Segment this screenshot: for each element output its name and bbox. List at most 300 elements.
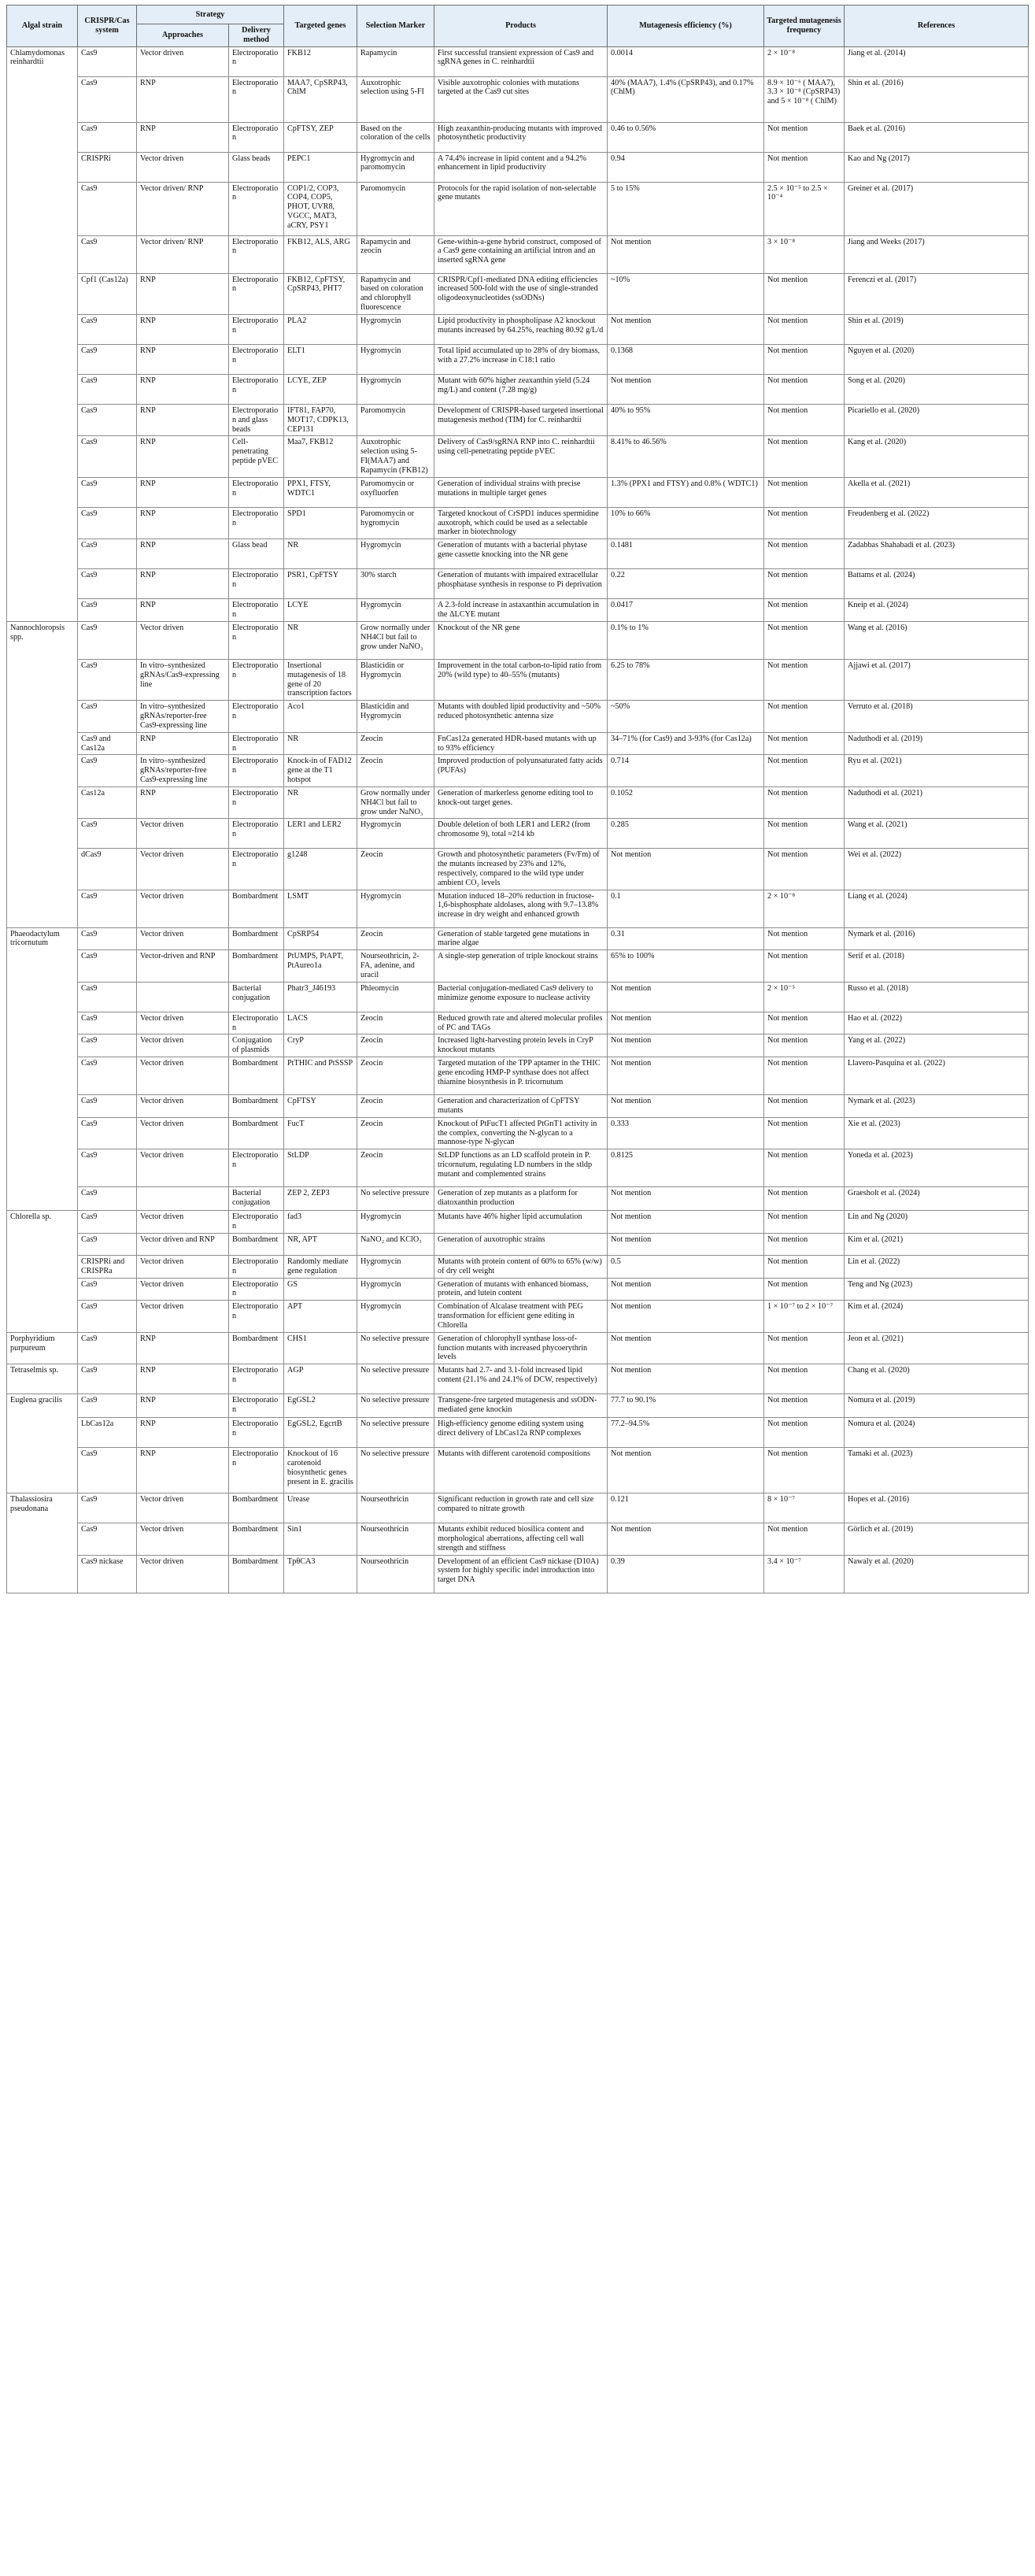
system-cell: Cas9 [78, 755, 137, 786]
header-crispr-system: CRISPR/Cas system [78, 6, 137, 47]
species-cell [7, 659, 78, 700]
table-row [7, 1555, 1029, 1593]
marker-cell: Blasticidin or Hygromycin [357, 659, 434, 700]
approach-cell [137, 982, 229, 1012]
reference-cell: Yoneda et al. (2023) [845, 1149, 1029, 1187]
approach-cell: RNP [137, 273, 229, 314]
reference-cell: Tamaki et al. (2023) [845, 1448, 1029, 1493]
genes-cell: Knock-in of FAD12 gene at the T1 hotspot [284, 755, 357, 786]
approach-cell: Vector driven [137, 1211, 229, 1234]
table-row [7, 122, 1029, 152]
table-container [6, 5, 1028, 1593]
approach-cell: RNP [137, 569, 229, 599]
reference-cell: Verruto et al. (2018) [845, 701, 1029, 732]
marker-cell: Zeocin [357, 755, 434, 786]
reference-cell: Zadabbas Shahabadi et al. (2023) [845, 539, 1029, 569]
system-cell: Cas9 [78, 182, 137, 235]
system-cell: Cas9 [78, 1187, 137, 1211]
genes-cell: SPD1 [284, 507, 357, 539]
system-cell: Cas9 [78, 477, 137, 507]
reference-cell: Lin et al. (2022) [845, 1255, 1029, 1278]
frequency-cell: 2.5 × 10⁻⁵ to 2.5 × 10⁻⁴ [764, 182, 845, 235]
products-cell: Total lipid accumulated up to 28% of dry biomass, with a 27.2% increase in C18:1 ratio [434, 344, 608, 374]
frequency-cell: Not mention [764, 1233, 845, 1255]
reference-cell: Battams et al. (2024) [845, 569, 1029, 599]
header-row-1 [7, 6, 1029, 24]
species-cell [7, 1095, 78, 1118]
species-cell [7, 539, 78, 569]
frequency-cell: 2 × 10⁻⁵ [764, 982, 845, 1012]
marker-cell: Nourseothricin [357, 1555, 434, 1593]
reference-cell: Picariello et al. (2020) [845, 404, 1029, 435]
table-row [7, 1187, 1029, 1211]
frequency-cell: Not mention [764, 950, 845, 982]
species-cell [7, 235, 78, 273]
frequency-cell: Not mention [764, 786, 845, 818]
marker-cell: Hygromycin [357, 1301, 434, 1332]
frequency-cell: Not mention [764, 599, 845, 622]
frequency-cell: Not mention [764, 507, 845, 539]
delivery-cell: Electroporation [229, 1448, 284, 1493]
approach-cell: Vector driven [137, 46, 229, 76]
products-cell: Combination of Alcalase treatment with PEG transformation for efficient gene editing in Chlorella [434, 1301, 608, 1332]
species-cell [7, 1301, 78, 1332]
approach-cell: RNP [137, 76, 229, 122]
products-cell: Generation of mutants with enhanced biomass, protein, and lutein content [434, 1278, 608, 1301]
species-cell [7, 344, 78, 374]
efficiency-cell: 0.8125 [608, 1149, 764, 1187]
products-cell: Reduced growth rate and altered molecular profiles of PC and TAGs [434, 1012, 608, 1034]
reference-cell: Naduthodi et al. (2021) [845, 786, 1029, 818]
genes-cell: APT [284, 1301, 357, 1332]
species-cell [7, 1278, 78, 1301]
species-cell [7, 1523, 78, 1555]
frequency-cell: Not mention [764, 819, 845, 849]
efficiency-cell: 0.22 [608, 569, 764, 599]
genes-cell: Phatr3_J46193 [284, 982, 357, 1012]
efficiency-cell: 0.94 [608, 152, 764, 182]
reference-cell: Jeon et al. (2021) [845, 1332, 1029, 1364]
header-delivery-method: Delivery method [229, 24, 284, 47]
table-row [7, 344, 1029, 374]
frequency-cell: Not mention [764, 1034, 845, 1057]
species-cell [7, 1149, 78, 1187]
genes-cell: LSMT [284, 890, 357, 927]
reference-cell: Ferenczi et al. (2017) [845, 273, 1029, 314]
header-products: Products [434, 6, 608, 47]
reference-cell: Jiang et al. (2014) [845, 46, 1029, 76]
marker-cell: Hygromycin [357, 599, 434, 622]
table-row [7, 849, 1029, 890]
marker-cell: Rapamycin [357, 46, 434, 76]
table-row [7, 507, 1029, 539]
marker-cell: Paromomycin or oxyfluorfen [357, 477, 434, 507]
table-row [7, 273, 1029, 314]
genes-cell: fad3 [284, 1211, 357, 1234]
delivery-cell: Bombardment [229, 1332, 284, 1364]
frequency-cell: Not mention [764, 1187, 845, 1211]
system-cell: Cas9 nickase [78, 1555, 137, 1593]
genes-cell: PSR1, CpFTSY [284, 569, 357, 599]
table-row [7, 46, 1029, 76]
table-row [7, 539, 1029, 569]
genes-cell: PtUMPS, PtAPT, PtAureo1a [284, 950, 357, 982]
system-cell: Cas12a [78, 786, 137, 818]
approach-cell: RNP [137, 1448, 229, 1493]
reference-cell: Ajjawi et al. (2017) [845, 659, 1029, 700]
frequency-cell: Not mention [764, 344, 845, 374]
system-cell: Cas9 [78, 701, 137, 732]
efficiency-cell: 10% to 66% [608, 507, 764, 539]
species-cell [7, 701, 78, 732]
genes-cell: CHS1 [284, 1332, 357, 1364]
genes-cell: PEPC1 [284, 152, 357, 182]
frequency-cell: Not mention [764, 927, 845, 950]
approach-cell: RNP [137, 477, 229, 507]
genes-cell: CpFTSY, ZEP [284, 122, 357, 152]
header-references: References [845, 6, 1029, 47]
species-cell [7, 507, 78, 539]
species-cell [7, 1034, 78, 1057]
table-row [7, 621, 1029, 659]
approach-cell: RNP [137, 1364, 229, 1394]
approach-cell: RNP [137, 314, 229, 344]
species-cell [7, 152, 78, 182]
marker-cell: Hygromycin [357, 819, 434, 849]
approach-cell: Vector driven [137, 890, 229, 927]
products-cell: Growth and photosynthetic parameters (Fv/Fm) of the mutants increased by 23% and 12%, respectively, compared to the wild type under ambient CO₂ levels [434, 849, 608, 890]
table-row [7, 1095, 1029, 1118]
genes-cell: NR [284, 621, 357, 659]
marker-cell: Zeocin [357, 1012, 434, 1034]
frequency-cell: Not mention [764, 404, 845, 435]
products-cell: Visible auxotrophic colonies with mutations targeted at the Cas9 cut sites [434, 76, 608, 122]
delivery-cell: Bacterial conjugation [229, 1187, 284, 1211]
approach-cell: In vitro–synthesized gRNAs/reporter-free Cas9-expressing line [137, 701, 229, 732]
header-algal-strain: Algal strain [7, 6, 78, 47]
genes-cell: Insertional mutagenesis of 18 gene of 20 transcription factors [284, 659, 357, 700]
system-cell: Cas9 [78, 507, 137, 539]
system-cell: Cas9 [78, 1278, 137, 1301]
system-cell: Cas9 [78, 235, 137, 273]
genes-cell: Sin1 [284, 1523, 357, 1555]
marker-cell: 30% starch [357, 569, 434, 599]
system-cell: CRISPRi and CRISPRa [78, 1255, 137, 1278]
products-cell: Protocols for the rapid isolation of non-selectable gene mutants [434, 182, 608, 235]
delivery-cell: Electroporation [229, 374, 284, 404]
marker-cell: Zeocin [357, 732, 434, 755]
delivery-cell: Electroporation [229, 76, 284, 122]
delivery-cell: Electroporation [229, 1211, 284, 1234]
reference-cell: Llavero-Pasquina et al. (2022) [845, 1057, 1029, 1095]
delivery-cell: Electroporation [229, 477, 284, 507]
reference-cell: Nomura et al. (2019) [845, 1394, 1029, 1418]
marker-cell: No selective pressure [357, 1187, 434, 1211]
genes-cell: CryP [284, 1034, 357, 1057]
products-cell: Gene-within-a-gene hybrid construct, composed of a Cas9 gene containing an artificial intron and an inserted sgRNA gene [434, 235, 608, 273]
delivery-cell: Electroporation [229, 599, 284, 622]
approach-cell: Vector driven [137, 1493, 229, 1523]
efficiency-cell: 0.0014 [608, 46, 764, 76]
table-row [7, 1012, 1029, 1034]
species-cell: Nannochloropsis spp. [7, 621, 78, 659]
approach-cell: RNP [137, 404, 229, 435]
species-cell [7, 374, 78, 404]
approach-cell: Vector driven [137, 1255, 229, 1278]
table-row [7, 1278, 1029, 1301]
efficiency-cell: 40% to 95% [608, 404, 764, 435]
system-cell: Cas9 [78, 659, 137, 700]
species-cell [7, 314, 78, 344]
efficiency-cell: Not mention [608, 1187, 764, 1211]
genes-cell: LCYE, ZEP [284, 374, 357, 404]
delivery-cell: Electroporation [229, 1255, 284, 1278]
frequency-cell: Not mention [764, 1448, 845, 1493]
system-cell: Cas9 [78, 1493, 137, 1523]
table-row [7, 599, 1029, 622]
approach-cell: Vector driven [137, 1301, 229, 1332]
frequency-cell: 8 × 10⁻⁷ [764, 1493, 845, 1523]
system-cell: Cas9 [78, 404, 137, 435]
marker-cell: Paromomycin or hygromycin [357, 507, 434, 539]
delivery-cell: Electroporation [229, 235, 284, 273]
table-row [7, 701, 1029, 732]
header-selection-marker: Selection Marker [357, 6, 434, 47]
crispr-algae-table [6, 5, 1029, 1593]
approach-cell: RNP [137, 507, 229, 539]
system-cell: Cas9 [78, 46, 137, 76]
header-targeted-frequency: Targeted mutagenesis frequency [764, 6, 845, 47]
reference-cell: Song et al. (2020) [845, 374, 1029, 404]
genes-cell: LCYE [284, 599, 357, 622]
species-cell: Porphyridium purpureum [7, 1332, 78, 1364]
delivery-cell: Bombardment [229, 890, 284, 927]
reference-cell: Naduthodi et al. (2019) [845, 732, 1029, 755]
products-cell: A 2.3-fold increase in astaxanthin accumulation in the ΔLCYE mutant [434, 599, 608, 622]
table-row [7, 1057, 1029, 1095]
approach-cell: Vector driven and RNP [137, 1233, 229, 1255]
efficiency-cell: Not mention [608, 1233, 764, 1255]
efficiency-cell: 0.31 [608, 927, 764, 950]
frequency-cell: Not mention [764, 1012, 845, 1034]
efficiency-cell: Not mention [608, 1364, 764, 1394]
species-cell [7, 182, 78, 235]
reference-cell: Hopes et al. (2016) [845, 1493, 1029, 1523]
genes-cell: IFT81, FAP70, MOT17, CDPK13, CEP131 [284, 404, 357, 435]
species-cell: Phaeodactylum tricornutum [7, 927, 78, 950]
approach-cell: RNP [137, 374, 229, 404]
species-cell [7, 599, 78, 622]
genes-cell: EgGSL2 [284, 1394, 357, 1418]
efficiency-cell: 0.1052 [608, 786, 764, 818]
efficiency-cell: 0.1368 [608, 344, 764, 374]
system-cell: Cas9 [78, 314, 137, 344]
table-row [7, 950, 1029, 982]
table-row [7, 927, 1029, 950]
genes-cell: PPX1, FTSY, WDTC1 [284, 477, 357, 507]
approach-cell: Vector driven [137, 819, 229, 849]
frequency-cell: Not mention [764, 314, 845, 344]
efficiency-cell: Not mention [608, 1332, 764, 1364]
approach-cell: RNP [137, 786, 229, 818]
products-cell: Generation of chlorophyll synthase loss-of-function mutants with increased phycoerythrin levels [434, 1332, 608, 1364]
marker-cell: Zeocin [357, 927, 434, 950]
frequency-cell: Not mention [764, 273, 845, 314]
marker-cell: Grow normally under NH4Cl but fail to grow under NaNO₃ [357, 786, 434, 818]
system-cell: Cas9 [78, 1095, 137, 1118]
marker-cell: Hygromycin [357, 314, 434, 344]
products-cell: Bacterial conjugation-mediated Cas9 delivery to minimize genome exposure to nuclease activity [434, 982, 608, 1012]
efficiency-cell: 40% (MAA7), 1.4% (CpSRP43), and 0.17% (ChlM) [608, 76, 764, 122]
table-row [7, 890, 1029, 927]
delivery-cell: Electroporation [229, 182, 284, 235]
frequency-cell: Not mention [764, 539, 845, 569]
system-cell: Cas9 [78, 1394, 137, 1418]
genes-cell: StLDP [284, 1149, 357, 1187]
approach-cell: Vector driven [137, 152, 229, 182]
marker-cell: Hygromycin [357, 344, 434, 374]
header-strategy: Strategy [137, 6, 284, 24]
approach-cell: In vitro–synthesized gRNAs/reporter-free Cas9-expressing line [137, 755, 229, 786]
system-cell: Cas9 [78, 1034, 137, 1057]
genes-cell: FKB12, CpFTSY, CpSRP43, PHT7 [284, 273, 357, 314]
genes-cell: TpθCA3 [284, 1555, 357, 1593]
marker-cell: Hygromycin [357, 1255, 434, 1278]
genes-cell: PLA2 [284, 314, 357, 344]
delivery-cell: Electroporation [229, 507, 284, 539]
species-cell [7, 732, 78, 755]
efficiency-cell: 0.0417 [608, 599, 764, 622]
system-cell: Cas9 [78, 599, 137, 622]
frequency-cell: Not mention [764, 1117, 845, 1149]
reference-cell: Liang et al. (2024) [845, 890, 1029, 927]
genes-cell: GS [284, 1278, 357, 1301]
approach-cell: RNP [137, 1332, 229, 1364]
approach-cell: RNP [137, 1394, 229, 1418]
header-approaches: Approaches [137, 24, 229, 47]
marker-cell: Rapamycin and based on coloration and chlorophyll fluorescence [357, 273, 434, 314]
delivery-cell: Bombardment [229, 1523, 284, 1555]
frequency-cell: Not mention [764, 1364, 845, 1394]
delivery-cell: Electroporation [229, 273, 284, 314]
frequency-cell: Not mention [764, 152, 845, 182]
table-row [7, 1117, 1029, 1149]
reference-cell: Yang et al. (2022) [845, 1034, 1029, 1057]
genes-cell: CpSRP54 [284, 927, 357, 950]
approach-cell: RNP [137, 344, 229, 374]
system-cell: Cas9 [78, 927, 137, 950]
table-row [7, 1233, 1029, 1255]
products-cell: Double deletion of both LER1 and LER2 (from chromosome 9), total ≈214 kb [434, 819, 608, 849]
genes-cell: NR [284, 786, 357, 818]
marker-cell: Rapamycin and zeocin [357, 235, 434, 273]
table-row [7, 1301, 1029, 1332]
species-cell [7, 404, 78, 435]
table-row [7, 1448, 1029, 1493]
delivery-cell: Electroporation [229, 819, 284, 849]
products-cell: High-efficiency genome editing system using direct delivery of LbCas12a RNP complexes [434, 1418, 608, 1448]
reference-cell: Shin et al. (2016) [845, 76, 1029, 122]
approach-cell: Vector driven [137, 1012, 229, 1034]
reference-cell: Kim et al. (2024) [845, 1301, 1029, 1332]
system-cell: Cas9 [78, 569, 137, 599]
species-cell [7, 1057, 78, 1095]
species-cell [7, 1255, 78, 1278]
reference-cell: Baek et al. (2016) [845, 122, 1029, 152]
species-cell [7, 755, 78, 786]
frequency-cell: 3 × 10⁻⁸ [764, 235, 845, 273]
reference-cell: Jiang and Weeks (2017) [845, 235, 1029, 273]
system-cell: Cas9 [78, 374, 137, 404]
marker-cell: Zeocin [357, 1034, 434, 1057]
approach-cell: RNP [137, 732, 229, 755]
approach-cell: Vector driven [137, 1057, 229, 1095]
marker-cell: Based on the coloration of the cells [357, 122, 434, 152]
approach-cell: Vector driven [137, 849, 229, 890]
delivery-cell: Electroporation [229, 1301, 284, 1332]
frequency-cell: Not mention [764, 1278, 845, 1301]
genes-cell: CpFTSY [284, 1095, 357, 1118]
products-cell: Generation of zep mutants as a platform for diatoxanthin production [434, 1187, 608, 1211]
delivery-cell: Bombardment [229, 1233, 284, 1255]
approach-cell [137, 1187, 229, 1211]
system-cell: Cas9 [78, 1233, 137, 1255]
system-cell: Cas9 [78, 1332, 137, 1364]
reference-cell: Russo et al. (2018) [845, 982, 1029, 1012]
system-cell: Cas9 [78, 539, 137, 569]
efficiency-cell: 77.2–94.5% [608, 1418, 764, 1448]
system-cell: Cas9 [78, 1057, 137, 1095]
efficiency-cell: 0.5 [608, 1255, 764, 1278]
species-cell [7, 950, 78, 982]
genes-cell: g1248 [284, 849, 357, 890]
frequency-cell: 8.9 × 10⁻⁶ ( MAA7), 3.3 × 10⁻⁸ (CpSRP43) and 5 × 10⁻⁸ ( ChlM) [764, 76, 845, 122]
reference-cell: Greiner et al. (2017) [845, 182, 1029, 235]
table-row [7, 732, 1029, 755]
system-cell: dCas9 [78, 849, 137, 890]
species-cell [7, 982, 78, 1012]
species-cell [7, 477, 78, 507]
marker-cell: Zeocin [357, 1117, 434, 1149]
products-cell: FnCas12a generated HDR-based mutants with up to 93% efficiency [434, 732, 608, 755]
marker-cell: Paromomycin [357, 182, 434, 235]
approach-cell: RNP [137, 599, 229, 622]
reference-cell: Görlich et al. (2019) [845, 1523, 1029, 1555]
products-cell: StLDP functions as an LD scaffold protein in P. tricornutum, regulating LD numbers in the stldp mutant and complemented strains [434, 1149, 608, 1187]
frequency-cell: 1 × 10⁻⁷ to 2 × 10⁻⁷ [764, 1301, 845, 1332]
genes-cell: NR [284, 539, 357, 569]
approach-cell: RNP [137, 122, 229, 152]
products-cell: Generation of mutants with a bacterial phytase gene cassette knocking into the NR gene [434, 539, 608, 569]
table-row [7, 1493, 1029, 1523]
efficiency-cell: 0.39 [608, 1555, 764, 1593]
products-cell: Lipid productivity in phospholipase A2 knockout mutants increased by 64.25%, reaching 80.92 g/L/d [434, 314, 608, 344]
approach-cell: Vector driven [137, 1149, 229, 1187]
delivery-cell: Electroporation [229, 46, 284, 76]
marker-cell: Auxotrophic selection using 5-FI(MAA7) and Rapamycin (FKB12) [357, 436, 434, 477]
table-row [7, 182, 1029, 235]
efficiency-cell: Not mention [608, 1034, 764, 1057]
system-cell: Cas9 [78, 436, 137, 477]
products-cell: Generation of stable targeted gene mutations in marine algae [434, 927, 608, 950]
efficiency-cell: Not mention [608, 1278, 764, 1301]
species-cell [7, 1418, 78, 1448]
approach-cell: Vector driven/ RNP [137, 235, 229, 273]
genes-cell: LER1 and LER2 [284, 819, 357, 849]
delivery-cell: Electroporation [229, 1012, 284, 1034]
system-cell: Cas9 [78, 1448, 137, 1493]
efficiency-cell: 0.285 [608, 819, 764, 849]
